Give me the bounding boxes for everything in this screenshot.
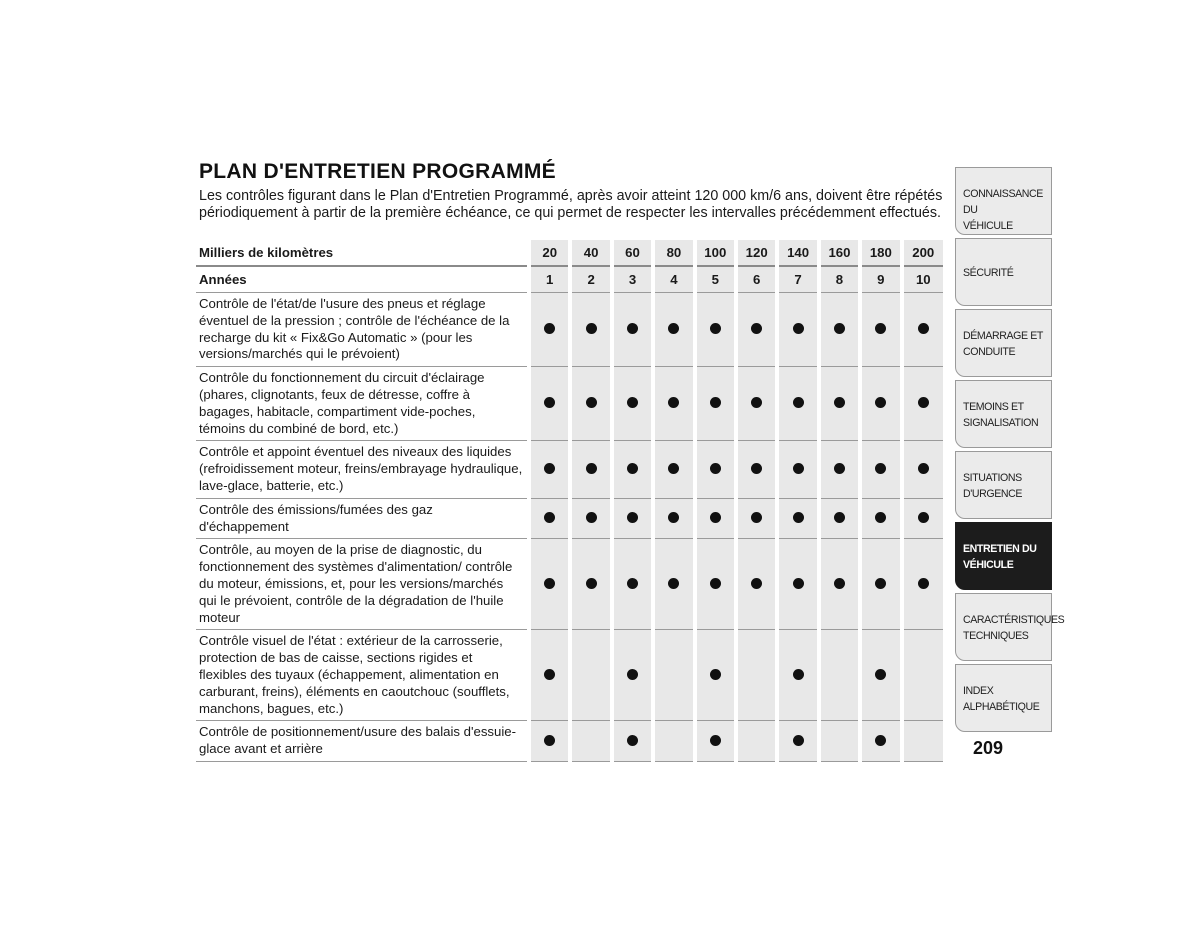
schedule-cell — [529, 293, 570, 367]
year-header-cell: 9 — [860, 266, 901, 293]
chapter-tab[interactable] — [955, 451, 1052, 519]
chapter-tab[interactable] — [955, 593, 1065, 661]
km-header-cell: 40 — [570, 240, 611, 266]
schedule-cell — [529, 367, 570, 441]
schedule-cell — [570, 293, 611, 367]
filled-dot-icon — [710, 397, 721, 408]
filled-dot-icon — [544, 397, 555, 408]
filled-dot-icon — [668, 512, 679, 523]
chapter-tab-label: VÉHICULE — [963, 559, 1014, 571]
schedule-cell — [695, 293, 736, 367]
filled-dot-icon — [710, 578, 721, 589]
year-header-cell: 2 — [570, 266, 611, 293]
schedule-cell — [736, 721, 777, 762]
schedule-cell — [612, 539, 653, 630]
check-description: Contrôle de positionnement/usure des balais d'essuie-glace avant et arrière — [196, 721, 529, 762]
filled-dot-icon — [668, 397, 679, 408]
maintenance-schedule-table — [196, 240, 943, 762]
km-header-cell: 200 — [902, 240, 943, 266]
filled-dot-icon — [875, 463, 886, 474]
km-header-cell: 80 — [653, 240, 694, 266]
filled-dot-icon — [918, 578, 929, 589]
schedule-cell — [570, 539, 611, 630]
filled-dot-icon — [710, 669, 721, 680]
filled-dot-icon — [627, 323, 638, 334]
km-header-label: Milliers de kilomètres — [196, 240, 529, 266]
schedule-cell — [653, 721, 694, 762]
schedule-cell — [653, 293, 694, 367]
schedule-cell — [529, 441, 570, 498]
schedule-cell — [695, 441, 736, 498]
table-row — [196, 498, 943, 539]
chapter-tab[interactable] — [955, 380, 1052, 448]
filled-dot-icon — [586, 578, 597, 589]
schedule-cell — [612, 498, 653, 539]
filled-dot-icon — [751, 397, 762, 408]
schedule-cell — [612, 441, 653, 498]
filled-dot-icon — [918, 323, 929, 334]
schedule-cell — [653, 441, 694, 498]
intro-paragraph: Les contrôles figurant dans le Plan d'Entretien Programmé, après avoir atteint 120 000 km/6 ans, doivent être répétés périodiquement à partir de la première échéance, ce qui permet de respecter les intervalles précédemment effectués. — [199, 188, 943, 221]
chapter-tab[interactable] — [955, 238, 1052, 306]
schedule-body — [196, 293, 943, 762]
schedule-cell — [612, 721, 653, 762]
chapter-tabs — [955, 167, 1065, 735]
schedule-cell — [736, 630, 777, 721]
filled-dot-icon — [627, 397, 638, 408]
km-header-cell: 140 — [777, 240, 818, 266]
check-description: Contrôle, au moyen de la prise de diagnostic, du fonctionnement des systèmes d'alimentation/ contrôle du moteur, émissions, et, pour les versions/marchés qui le prévoient, contrôle de la dégradation de l'huile moteur — [196, 539, 529, 630]
filled-dot-icon — [793, 735, 804, 746]
filled-dot-icon — [544, 463, 555, 474]
filled-dot-icon — [875, 669, 886, 680]
schedule-cell — [777, 721, 818, 762]
filled-dot-icon — [544, 578, 555, 589]
filled-dot-icon — [668, 578, 679, 589]
km-header-row — [196, 240, 943, 266]
filled-dot-icon — [627, 735, 638, 746]
chapter-tab[interactable] — [955, 522, 1052, 590]
filled-dot-icon — [875, 323, 886, 334]
schedule-cell — [736, 539, 777, 630]
schedule-cell — [570, 367, 611, 441]
filled-dot-icon — [544, 323, 555, 334]
schedule-cell — [819, 293, 860, 367]
schedule-cell — [860, 367, 901, 441]
chapter-tab[interactable] — [955, 309, 1052, 377]
chapter-tab-label: D'URGENCE — [963, 488, 1023, 500]
check-description: Contrôle et appoint éventuel des niveaux des liquides (refroidissement moteur, freins/embrayage hydraulique, lave-glace, batterie, etc.) — [196, 441, 529, 498]
year-header-cell: 5 — [695, 266, 736, 293]
filled-dot-icon — [710, 323, 721, 334]
schedule-cell — [902, 441, 943, 498]
schedule-cell — [653, 498, 694, 539]
year-header-cell: 10 — [902, 266, 943, 293]
filled-dot-icon — [586, 512, 597, 523]
filled-dot-icon — [875, 397, 886, 408]
filled-dot-icon — [586, 323, 597, 334]
schedule-cell — [653, 630, 694, 721]
schedule-cell — [695, 498, 736, 539]
schedule-cell — [736, 293, 777, 367]
schedule-cell — [902, 293, 943, 367]
chapter-tab[interactable] — [955, 664, 1052, 732]
filled-dot-icon — [834, 397, 845, 408]
schedule-cell — [902, 498, 943, 539]
filled-dot-icon — [793, 512, 804, 523]
schedule-cell — [777, 498, 818, 539]
check-description: Contrôle du fonctionnement du circuit d'éclairage (phares, clignotants, feux de détresse, coffre à bagages, habitacle, compartiment vide-poches, témoins du combiné de bord, etc.) — [196, 367, 529, 441]
filled-dot-icon — [751, 463, 762, 474]
schedule-cell — [529, 630, 570, 721]
filled-dot-icon — [751, 512, 762, 523]
schedule-cell — [612, 367, 653, 441]
schedule-cell — [819, 721, 860, 762]
chapter-tab-label: CONDUITE — [963, 346, 1016, 358]
filled-dot-icon — [586, 397, 597, 408]
table-row — [196, 293, 943, 367]
filled-dot-icon — [627, 512, 638, 523]
filled-dot-icon — [627, 463, 638, 474]
chapter-tab-label: CONNAISSANCE DU — [963, 188, 1043, 216]
schedule-cell — [570, 498, 611, 539]
schedule-cell — [695, 539, 736, 630]
schedule-cell — [570, 441, 611, 498]
schedule-cell — [777, 630, 818, 721]
schedule-cell — [529, 498, 570, 539]
schedule-cell — [860, 630, 901, 721]
schedule-cell — [736, 498, 777, 539]
year-header-cell: 8 — [819, 266, 860, 293]
schedule-cell — [860, 721, 901, 762]
schedule-cell — [695, 721, 736, 762]
schedule-cell — [902, 367, 943, 441]
chapter-tab-label: INDEX — [963, 685, 994, 697]
filled-dot-icon — [627, 669, 638, 680]
filled-dot-icon — [834, 512, 845, 523]
schedule-cell — [902, 630, 943, 721]
year-header-cell: 1 — [529, 266, 570, 293]
filled-dot-icon — [751, 323, 762, 334]
schedule-cell — [736, 441, 777, 498]
filled-dot-icon — [834, 578, 845, 589]
chapter-tab-label: SIGNALISATION — [963, 417, 1039, 429]
chapter-tab-label: ENTRETIEN DU — [963, 543, 1037, 555]
schedule-cell — [777, 293, 818, 367]
schedule-cell — [529, 539, 570, 630]
km-header-cell: 120 — [736, 240, 777, 266]
schedule-cell — [902, 539, 943, 630]
schedule-cell — [570, 630, 611, 721]
km-header-cell: 100 — [695, 240, 736, 266]
filled-dot-icon — [544, 735, 555, 746]
chapter-tab-label: SÉCURITÉ — [963, 267, 1014, 279]
schedule-cell — [819, 539, 860, 630]
schedule-cell — [736, 367, 777, 441]
chapter-tab[interactable] — [955, 167, 1052, 235]
filled-dot-icon — [710, 463, 721, 474]
year-header-cell: 6 — [736, 266, 777, 293]
check-description: Contrôle visuel de l'état : extérieur de la carrosserie, protection de bas de caisse, sections rigides et flexibles des tuyaux (échappement, alimentation en carburant, freins), éléments en caoutchouc (soufflets, manchons, bagues, etc.) — [196, 630, 529, 721]
schedule-cell — [653, 367, 694, 441]
filled-dot-icon — [875, 735, 886, 746]
schedule-cell — [819, 498, 860, 539]
table-row — [196, 539, 943, 630]
filled-dot-icon — [793, 323, 804, 334]
filled-dot-icon — [834, 323, 845, 334]
schedule-cell — [695, 630, 736, 721]
filled-dot-icon — [544, 669, 555, 680]
table-row — [196, 630, 943, 721]
schedule-cell — [819, 367, 860, 441]
filled-dot-icon — [586, 463, 597, 474]
schedule-cell — [777, 539, 818, 630]
schedule-cell — [529, 721, 570, 762]
chapter-tab-label: ALPHABÉTIQUE — [963, 701, 1040, 713]
schedule-cell — [860, 441, 901, 498]
chapter-tab-label: SITUATIONS — [963, 472, 1022, 484]
schedule-cell — [777, 441, 818, 498]
check-description: Contrôle de l'état/de l'usure des pneus et réglage éventuel de la pression ; contrôle de l'échéance de la recharge du kit « Fix&Go Automatic » (pour les versions/marchés qui le prévoient) — [196, 293, 529, 367]
filled-dot-icon — [793, 397, 804, 408]
schedule-cell — [902, 721, 943, 762]
chapter-tab-label: VÉHICULE — [963, 220, 1013, 232]
table-row — [196, 441, 943, 498]
schedule-cell — [819, 441, 860, 498]
schedule-cell — [612, 293, 653, 367]
year-header-cell: 3 — [612, 266, 653, 293]
schedule-cell — [777, 367, 818, 441]
schedule-cell — [570, 721, 611, 762]
chapter-tab-label: TEMOINS ET — [963, 401, 1024, 413]
filled-dot-icon — [834, 463, 845, 474]
page-title: PLAN D'ENTRETIEN PROGRAMMÉ — [199, 160, 556, 183]
table-row — [196, 367, 943, 441]
km-header-cell: 180 — [860, 240, 901, 266]
filled-dot-icon — [918, 397, 929, 408]
schedule-cell — [695, 367, 736, 441]
chapter-tab-label: DÉMARRAGE ET — [963, 330, 1043, 342]
filled-dot-icon — [668, 463, 679, 474]
table-row — [196, 721, 943, 762]
filled-dot-icon — [710, 512, 721, 523]
year-header-cell: 7 — [777, 266, 818, 293]
km-header-cell: 60 — [612, 240, 653, 266]
page-number: 209 — [973, 738, 1004, 758]
schedule-cell — [653, 539, 694, 630]
km-header-cell: 160 — [819, 240, 860, 266]
filled-dot-icon — [875, 578, 886, 589]
schedule-cell — [860, 539, 901, 630]
filled-dot-icon — [751, 578, 762, 589]
filled-dot-icon — [710, 735, 721, 746]
filled-dot-icon — [793, 578, 804, 589]
check-description: Contrôle des émissions/fumées des gaz d'échappement — [196, 498, 529, 539]
chapter-tab-label: TECHNIQUES — [963, 630, 1029, 642]
filled-dot-icon — [875, 512, 886, 523]
schedule-cell — [860, 498, 901, 539]
filled-dot-icon — [918, 512, 929, 523]
years-header-row — [196, 266, 943, 293]
schedule-cell — [860, 293, 901, 367]
filled-dot-icon — [544, 512, 555, 523]
filled-dot-icon — [918, 463, 929, 474]
schedule-cell — [612, 630, 653, 721]
filled-dot-icon — [668, 323, 679, 334]
filled-dot-icon — [793, 669, 804, 680]
km-header-cell: 20 — [529, 240, 570, 266]
schedule-cell — [819, 630, 860, 721]
filled-dot-icon — [627, 578, 638, 589]
year-header-cell: 4 — [653, 266, 694, 293]
filled-dot-icon — [793, 463, 804, 474]
chapter-tab-label: CARACTÉRISTIQUES — [963, 614, 1065, 626]
years-header-label: Années — [196, 266, 529, 293]
